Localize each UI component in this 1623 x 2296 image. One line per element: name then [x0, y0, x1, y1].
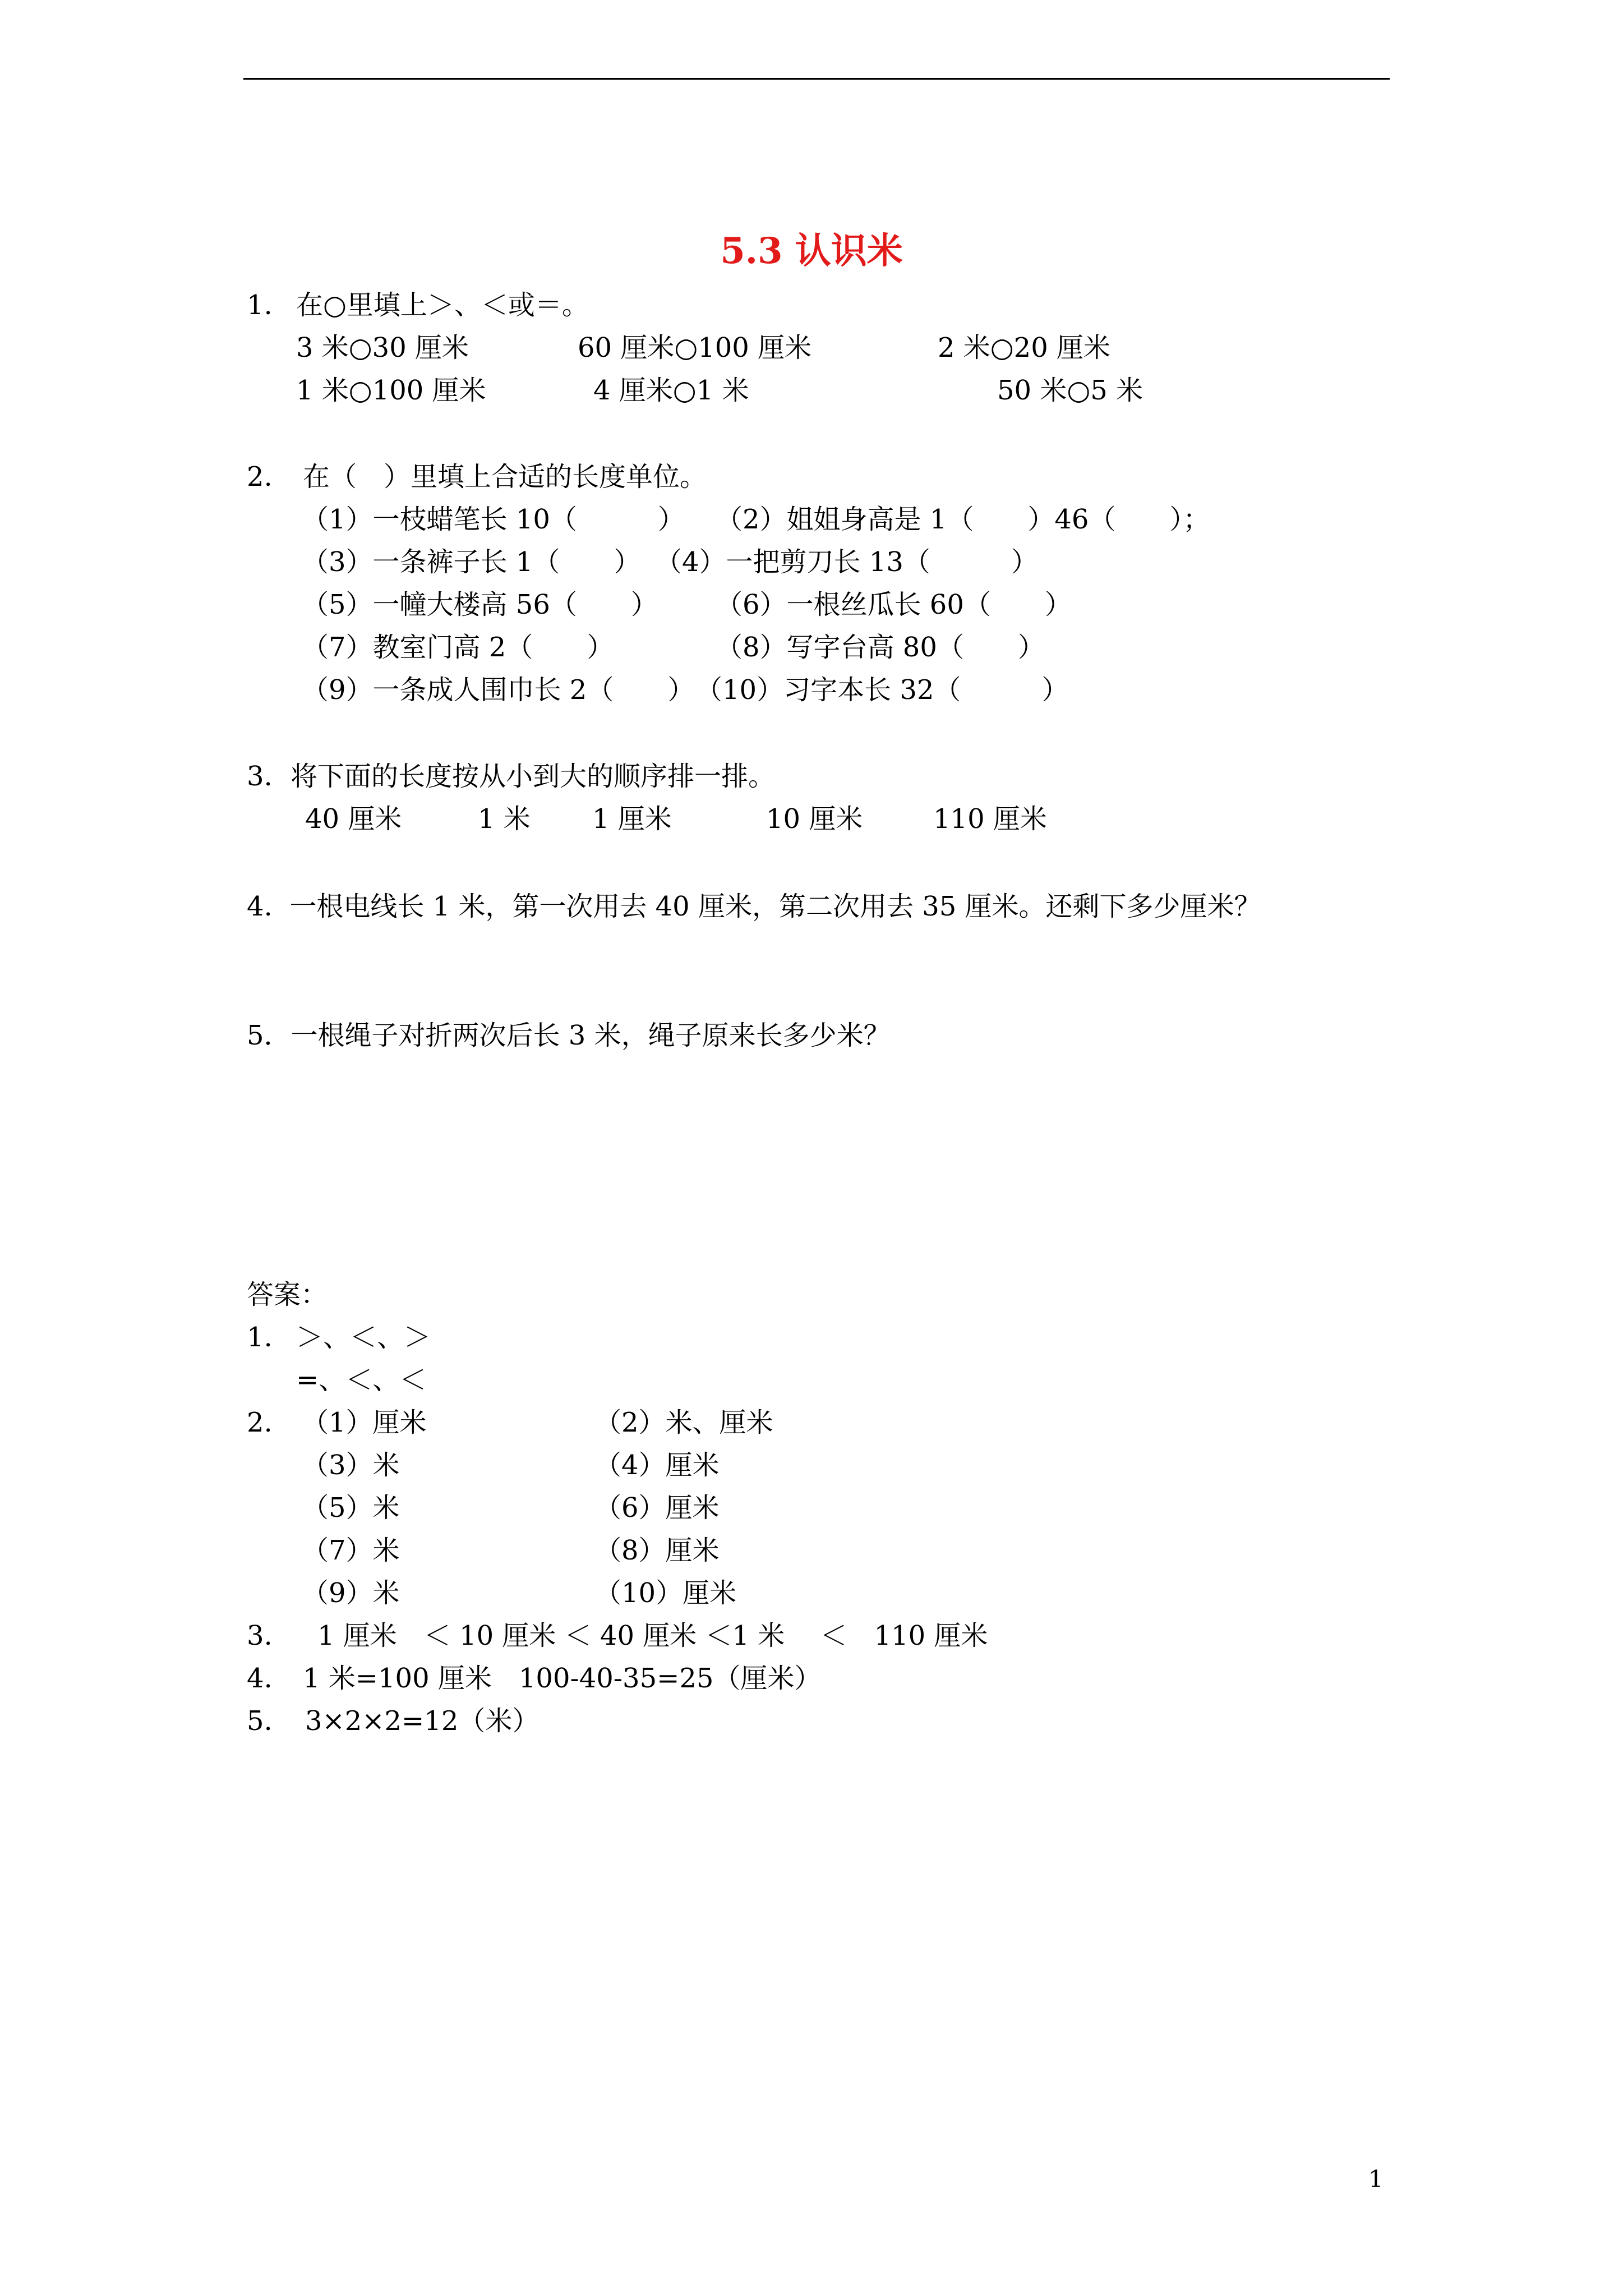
answer-2-item: （8）厘米 — [594, 1535, 720, 1566]
answer-4-number: 4. — [247, 1663, 273, 1694]
answer-2-item: （3）米 — [302, 1450, 400, 1481]
answer-2-number: 2. — [247, 1407, 273, 1438]
answer-1-line: ＞、＜、＞ — [296, 1322, 431, 1353]
answer-2-item: （2）米、厘米 — [594, 1407, 773, 1438]
answer-3-text: 1 厘米 ＜ 10 厘米 ＜ 40 厘米 ＜1 米 ＜ 110 厘米 — [317, 1620, 988, 1651]
answer-2-item: （6）厘米 — [594, 1492, 720, 1524]
answer-2-item: （9）米 — [302, 1577, 400, 1609]
q1-item: 3 米○30 厘米 — [296, 332, 469, 364]
q2-item: （8）写字台高 80（ ） — [716, 632, 1045, 663]
answer-2-item: （5）米 — [302, 1492, 400, 1524]
q3-item: 1 米 — [478, 803, 531, 835]
q1-item: 60 厘米○100 厘米 — [578, 332, 812, 364]
q1-prompt: 在○里填上＞、＜或＝。 — [296, 289, 589, 321]
answers-heading: 答案： — [247, 1279, 328, 1310]
q3-prompt: 将下面的长度按从小到大的顺序排一排。 — [291, 761, 776, 792]
q2-item: （9）一条成人围巾长 2（ ） — [302, 674, 695, 706]
q5-text: 5．一根绳子对折两次后长 3 米，绳子原来长多少米？ — [247, 1020, 891, 1051]
answer-5-number: 5. — [247, 1705, 273, 1737]
q4-text: 4. 一根电线长 1 米，第一次用去 40 厘米，第二次用去 35 厘米。还剩下多少厘米？ — [247, 891, 1261, 922]
q1-number: 1. — [247, 289, 273, 321]
q2-item: （3）一条裤子长 1（ ） — [302, 546, 641, 578]
answer-1-number: 1. — [247, 1322, 273, 1353]
answer-4-text: 1 米=100 厘米 100-40-35=25（厘米） — [303, 1663, 822, 1694]
q2-prompt: 在（ ）里填上合适的长度单位。 — [303, 461, 707, 493]
q2-number: 2. — [247, 461, 273, 493]
q2-item: （5）一幢大楼高 56（ ） — [302, 589, 658, 620]
q2-item: （6）一根丝瓜长 60（ ） — [716, 589, 1072, 620]
q3-item: 110 厘米 — [933, 803, 1047, 835]
page-title: 5.3 认识米 — [720, 230, 903, 272]
q2-item: （7）教室门高 2（ ） — [302, 632, 614, 663]
page-number: 1 — [1368, 2165, 1384, 2193]
q1-item: 2 米○20 厘米 — [938, 332, 1111, 364]
answer-2-item: （1）厘米 — [302, 1407, 427, 1438]
q3-item: 10 厘米 — [766, 803, 863, 835]
answer-2-item: （10）厘米 — [594, 1577, 737, 1609]
answer-1-line: =、＜、＜ — [296, 1364, 427, 1396]
q3-item: 1 厘米 — [592, 803, 672, 835]
answer-3-number: 3. — [247, 1620, 273, 1651]
q2-item: （4）一把剪刀长 13（ ） — [655, 546, 1038, 578]
header-rule — [243, 78, 1390, 80]
q2-item: （1）一枝蜡笔长 10（ ） — [302, 504, 685, 535]
answer-2-item: （7）米 — [302, 1535, 400, 1566]
q1-item: 4 厘米○1 米 — [593, 375, 749, 406]
q3-number: 3. — [247, 761, 273, 792]
q2-item: （2）姐姐身高是 1（ ）46（ ）； — [716, 504, 1210, 535]
answer-5-text: 3×2×2=12（米） — [305, 1705, 540, 1737]
q2-item: （10）习字本长 32（ ） — [695, 674, 1069, 706]
q3-item: 40 厘米 — [305, 803, 402, 835]
q1-item: 1 米○100 厘米 — [296, 375, 486, 406]
answer-2-item: （4）厘米 — [594, 1450, 720, 1481]
q1-item: 50 米○5 米 — [997, 375, 1144, 406]
